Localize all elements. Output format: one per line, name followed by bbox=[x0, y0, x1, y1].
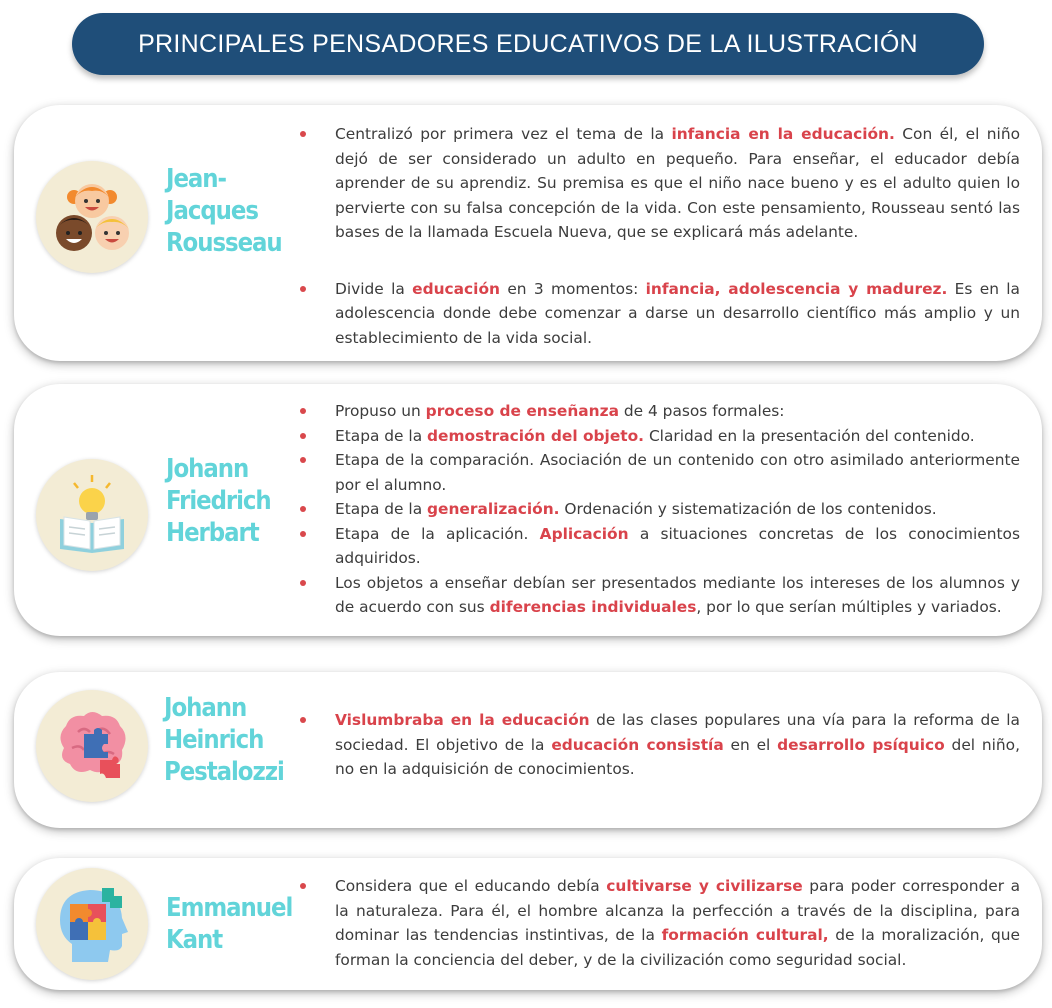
text-run: Con él, el niño dejó de ser considerado un adulto en pequeño. Para enseñar, el educador debía aprender de su aprendiz. Su premisa es que el niño nace bueno y es el adulto quien lo pervierte con su falsa concepción de la vida. Con este pensamiento, Rousseau sentó las bases de la llamada Escuela Nueva, que se explicará más adelante. bbox=[335, 125, 1020, 241]
text-run: de la moralización, que forman la conciencia del deber, y de la civilización como seguridad social. bbox=[335, 926, 1020, 969]
thinker-card-pestalozzi bbox=[14, 672, 1042, 828]
text-run: a situaciones concretas de los conocimientos adquiridos. bbox=[335, 524, 1020, 567]
highlighted-term: Aplicación bbox=[539, 524, 629, 543]
text-run: para poder corresponder a la naturaleza. Para él, el hombre alcanza la perfección a través de la disciplina, para dominar las tendencias instintivas, de la bbox=[335, 877, 1021, 944]
bullet-item bbox=[300, 277, 1020, 351]
highlighted-term: infancia en la educación. bbox=[671, 125, 895, 143]
text-run: Divide la bbox=[335, 279, 413, 298]
bullet-list bbox=[300, 708, 1020, 782]
text-run: Ordenación y sistematización de los contenidos. bbox=[559, 500, 937, 518]
title-banner bbox=[72, 13, 984, 75]
bullet-item bbox=[300, 522, 1020, 571]
thinker-card-rousseau bbox=[14, 105, 1042, 361]
bullet-item bbox=[300, 497, 1020, 522]
text-run: de 4 pasos formales: bbox=[618, 402, 785, 420]
bullet-item bbox=[300, 571, 1020, 620]
thinker-card-herbart bbox=[14, 384, 1042, 636]
bullet-item bbox=[300, 708, 1020, 782]
bullet-item bbox=[300, 448, 1020, 497]
thinker-name: Jean- Jacques Rousseau bbox=[166, 164, 282, 258]
highlighted-term: desarrollo psíquico bbox=[777, 735, 945, 754]
text-run: Considera que el educando debía bbox=[335, 877, 607, 895]
text-run: Etapa de la aplicación. bbox=[335, 524, 540, 543]
text-run: Etapa de la bbox=[335, 426, 428, 445]
highlighted-term: infancia, adolescencia y madurez. bbox=[645, 279, 948, 298]
book-lightbulb-icon bbox=[36, 459, 148, 571]
text-run: Etapa de la comparación. Asociación de un contenido con otro asimilado anteriormente por el alumno. bbox=[335, 451, 1020, 494]
text-run: Los objetos a enseñar debían ser presentados mediante los intereses de los alumnos y de acuerdo con sus bbox=[335, 573, 1020, 616]
highlighted-term: formación cultural, bbox=[661, 926, 829, 944]
text-run: Centralizó por primera vez el tema de la bbox=[335, 125, 672, 143]
highlighted-term: cultivarse y civilizarse bbox=[606, 877, 803, 895]
bullet-item bbox=[300, 399, 1020, 424]
highlighted-term: educación consistía bbox=[551, 735, 724, 754]
page-title: PRINCIPALES PENSADORES EDUCATIVOS DE LA ILUSTRACIÓN bbox=[138, 29, 918, 58]
thinker-name: Johann Heinrich Pestalozzi bbox=[164, 693, 284, 787]
highlighted-term: generalización. bbox=[427, 500, 560, 518]
bullet-list bbox=[300, 399, 1020, 620]
highlighted-term: educación bbox=[412, 279, 500, 298]
highlighted-term: diferencias individuales bbox=[489, 598, 697, 616]
bullet-list bbox=[300, 874, 1020, 972]
text-run: Etapa de la bbox=[335, 500, 428, 518]
thinker-card-kant bbox=[14, 858, 1042, 990]
highlighted-term: proceso de enseñanza bbox=[425, 402, 619, 420]
brain-puzzle-icon bbox=[36, 690, 148, 802]
highlighted-term: Vislumbraba en la educación bbox=[335, 711, 590, 729]
text-run: Propuso un bbox=[335, 402, 426, 420]
thinker-name: Johann Friedrich Herbart bbox=[166, 454, 271, 548]
bullet-item bbox=[300, 122, 1020, 245]
head-puzzle-icon bbox=[36, 868, 148, 980]
text-run: de las clases populares una vía para la reforma de la sociedad. El objetivo de la bbox=[335, 711, 1020, 754]
text-run: del niño, no en la adquisición de conocimientos. bbox=[335, 735, 1020, 778]
text-run: Es en la adolescencia donde debe comenzar a darse un desarrollo científico más amplio y un establecimiento de la vida social. bbox=[335, 279, 1020, 347]
text-run: en el bbox=[723, 735, 778, 754]
bullet-item bbox=[300, 424, 1020, 449]
text-run: en 3 momentos: bbox=[499, 279, 646, 298]
text-run: Claridad en la presentación del contenido. bbox=[644, 426, 975, 445]
bullet-item bbox=[300, 874, 1020, 972]
thinker-name: Emmanuel Kant bbox=[166, 893, 293, 955]
children-faces-icon bbox=[36, 161, 148, 273]
text-run: , por lo que serían múltiples y variados. bbox=[696, 598, 1002, 616]
highlighted-term: demostración del objeto. bbox=[427, 426, 645, 445]
bullet-list bbox=[300, 122, 1020, 350]
